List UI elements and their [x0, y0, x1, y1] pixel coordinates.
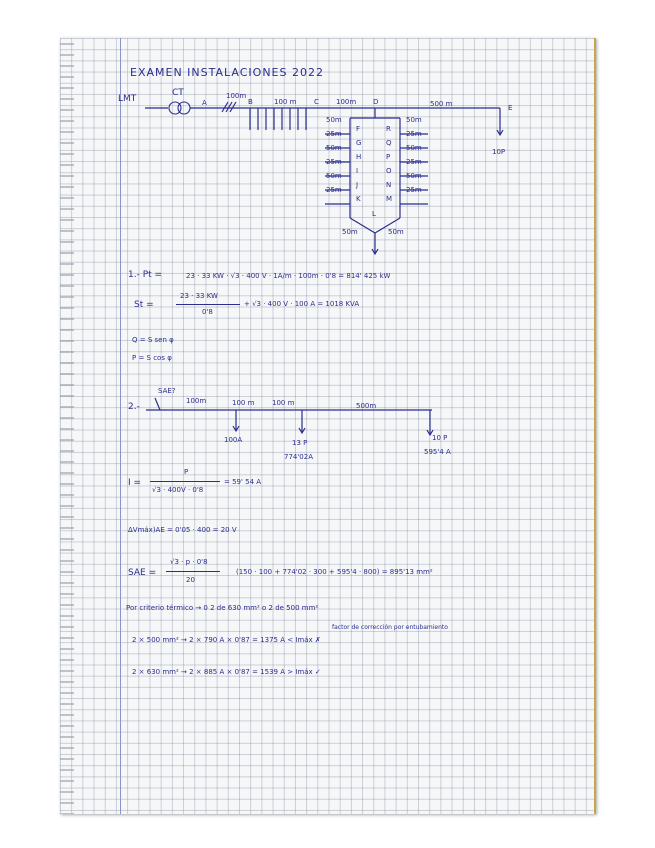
right-dist: 50m [406, 116, 422, 124]
node-j: J [356, 181, 359, 189]
q2-delta-v: ΔVmáx)AE = 0'05 · 400 = 20 V [128, 526, 237, 534]
q2-load3b: 595'4 A [424, 448, 451, 456]
right-dist: 50m [388, 228, 404, 236]
dist-cd-label: 100m [336, 98, 357, 106]
notebook-page [60, 38, 596, 814]
node-l: L [372, 210, 376, 218]
node-f: F [356, 125, 361, 133]
node-i: I [356, 167, 359, 175]
q2-i-result: = 59' 54 A [224, 478, 262, 486]
node-g: G [356, 139, 362, 147]
q2-load2a: 13 P [292, 439, 308, 447]
q2-label: 2.- [128, 402, 140, 412]
dist-de-label: 500 m [430, 100, 453, 108]
node-k: K [356, 195, 361, 203]
left-dist: 25m [326, 158, 342, 166]
node-m: M [386, 195, 393, 203]
node-d-label: D [373, 98, 379, 106]
q2-sae-fraction-bar [166, 571, 220, 572]
q1-st-label: St = [134, 300, 154, 310]
node-p: P [386, 153, 391, 161]
left-dist: 50m [326, 144, 342, 152]
q1-st-denominator: 0'8 [202, 308, 213, 316]
q2-sae-numerator: √3 · p · 0'8 [170, 558, 208, 566]
q1-pt-label: 1.- Pt = [128, 270, 163, 280]
q2-i-fraction-bar [150, 481, 220, 482]
node-n: N [386, 181, 392, 189]
dist-ab-label: 100m [226, 92, 247, 100]
lmt-label: LMT [118, 94, 137, 104]
node-a-label: A [202, 99, 207, 107]
node-h: H [356, 153, 362, 161]
dist-bc-label: 100 m [274, 98, 297, 106]
q2-sae-label: SAE = [128, 568, 157, 578]
q1-p-equation: P = S cos φ [132, 354, 172, 362]
node-c-label: C [314, 98, 319, 106]
q1-pt-equation: 23 · 33 KW · √3 · 400 V · 1A/m · 100m · 0'8 = 814' 425 kW [186, 272, 391, 280]
q1-st-numerator: 23 · 33 KW [180, 292, 218, 300]
q2-load2b: 774'02A [284, 453, 313, 461]
q2-d1: 100m [186, 397, 207, 405]
right-dist: 25m [406, 186, 422, 194]
left-dist: 25m [326, 130, 342, 138]
node-o: O [386, 167, 392, 175]
q2-calc2: 2 × 630 mm² → 2 × 885 A × 0'87 = 1539 A > Imáx ✓ [132, 668, 321, 676]
node-r: R [386, 125, 391, 133]
q2-d3: 100 m [272, 399, 295, 407]
q2-i-denominator: √3 · 400V · 0'8 [152, 486, 204, 494]
q2-sae-rest: (150 · 100 + 774'02 · 300 + 595'4 · 800) = 895'13 mm² [236, 568, 433, 576]
node-b-label: B [248, 98, 253, 106]
q2-diagram [60, 38, 594, 814]
q2-load1: 100A [224, 436, 243, 444]
node-e-label: E [508, 104, 513, 112]
q2-d2: 100 m [232, 399, 255, 407]
ct-label: CT [172, 88, 184, 98]
right-dist: 50m [406, 144, 422, 152]
q2-sae: SAE? [158, 387, 176, 395]
q2-i-label: I = [128, 478, 142, 488]
q2-criterio: Por criterio térmico → 0 2 de 630 mm² o 2 de 500 mm² [126, 604, 319, 612]
right-dist: 25m [406, 158, 422, 166]
q1-q-equation: Q = S sen φ [132, 336, 174, 344]
q2-note: factor de corrección por entubamiento [332, 624, 448, 631]
q2-i-numerator: P [184, 468, 189, 476]
left-dist: 50m [342, 228, 358, 236]
q2-sae-denominator: 20 [186, 576, 195, 584]
q2-load3a: 10 P [432, 434, 448, 442]
q2-calc1: 2 × 500 mm² → 2 × 790 A × 0'87 = 1375 A < Imáx ✗ [132, 636, 321, 644]
node-q: Q [386, 139, 392, 147]
right-dist: 25m [406, 130, 422, 138]
page-title: EXAMEN INSTALACIONES 2022 [130, 66, 324, 79]
left-dist: 50m [326, 116, 342, 124]
left-dist: 50m [326, 172, 342, 180]
left-dist: 25m [326, 186, 342, 194]
q2-d4: 500m [356, 402, 377, 410]
load-e-label: 10P [492, 148, 506, 156]
q1-st-rest: + √3 · 400 V · 100 A = 1018 KVA [244, 300, 360, 308]
right-dist: 50m [406, 172, 422, 180]
